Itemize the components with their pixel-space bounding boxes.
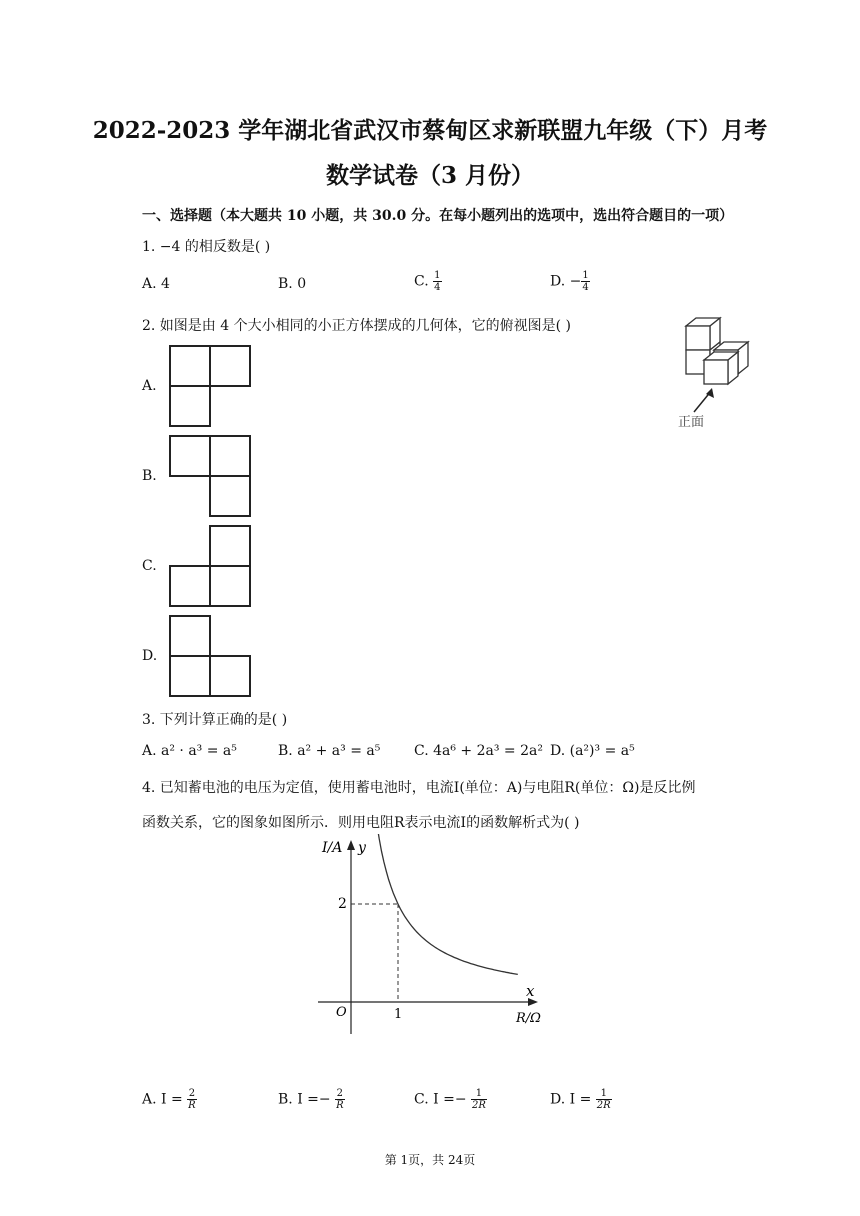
document-title-line1: 2022-2023 学年湖北省武汉市蔡甸区求新联盟九年级（下）月考	[92, 117, 768, 144]
square	[209, 565, 251, 607]
x-axis-letter: x	[526, 982, 535, 1000]
square	[209, 345, 251, 387]
document-title-line2: 数学试卷（3 月份）	[325, 162, 534, 189]
q3-option-c: C. 4a⁶ + 2a³ = 2a²	[414, 743, 543, 759]
square	[169, 565, 211, 607]
q4-option-c: C. I =− $\frac{1}{2R}$	[414, 1088, 486, 1111]
question-3-stem: 3. 下列计算正确的是( )	[142, 712, 288, 728]
q4-option-d: D. I = $\frac{1}{2R}$	[550, 1088, 611, 1111]
origin-label: O	[336, 1005, 347, 1020]
square	[169, 615, 211, 657]
inverse-function-graph	[300, 834, 560, 1044]
q3-option-b: B. a² + a³ = a⁵	[278, 743, 381, 759]
q1-option-d: D. − $\frac{1}{4}$	[550, 270, 589, 293]
q2-option-a-label: A.	[142, 378, 157, 394]
square	[169, 345, 211, 387]
q1-option-a: A. 4	[142, 276, 170, 292]
question-4-stem-line2: 函数关系，它的图象如图所示．则用电阻R表示电流I的函数解析式为( )	[142, 815, 580, 831]
square	[169, 435, 211, 477]
square	[169, 385, 211, 427]
q2-option-b-label: B.	[142, 468, 157, 484]
question-1-stem: 1. −4 的相反数是( )	[142, 239, 271, 255]
page-footer: 第 1页，共 24页	[384, 1153, 476, 1167]
q3-option-d: D. (a²)³ = a⁵	[550, 743, 635, 759]
question-2-stem: 2. 如图是由 4 个大小相同的小正方体摆成的几何体，它的俯视图是( )	[142, 318, 571, 334]
q2-option-c-label: C.	[142, 558, 157, 574]
x-tick-label: 1	[394, 1007, 403, 1022]
square	[209, 655, 251, 697]
q4-option-b: B. I =− $\frac{2}{R}$	[278, 1088, 344, 1111]
x-axis-unit-label: R/Ω	[516, 1011, 541, 1026]
y-tick-label: 2	[338, 896, 347, 912]
q3-option-a: A. a² · a³ = a⁵	[142, 743, 237, 759]
q1-option-b: B. 0	[278, 276, 307, 292]
front-label: 正面	[678, 415, 705, 430]
q4-option-a: A. I = $\frac{2}{R}$	[142, 1088, 196, 1111]
square	[169, 655, 211, 697]
question-4-stem-line1: 4. 已知蓄电池的电压为定值，使用蓄电池时，电流I(单位：A)与电阻R(单位：Ω)是反比例	[142, 780, 696, 796]
q2-option-d-label: D.	[142, 648, 158, 664]
y-axis-letter: y	[358, 840, 366, 856]
cube-stack-figure	[676, 316, 756, 432]
q1-option-c: C. $\frac{1}{4}$	[414, 270, 441, 293]
square	[209, 525, 251, 567]
square	[209, 435, 251, 477]
section-header: 一、选择题（本大题共 10 小题，共 30.0 分。在每小题列出的选项中，选出符合题目的一项）	[142, 208, 734, 224]
y-axis-unit-label: I/A	[322, 840, 343, 856]
square	[209, 475, 251, 517]
